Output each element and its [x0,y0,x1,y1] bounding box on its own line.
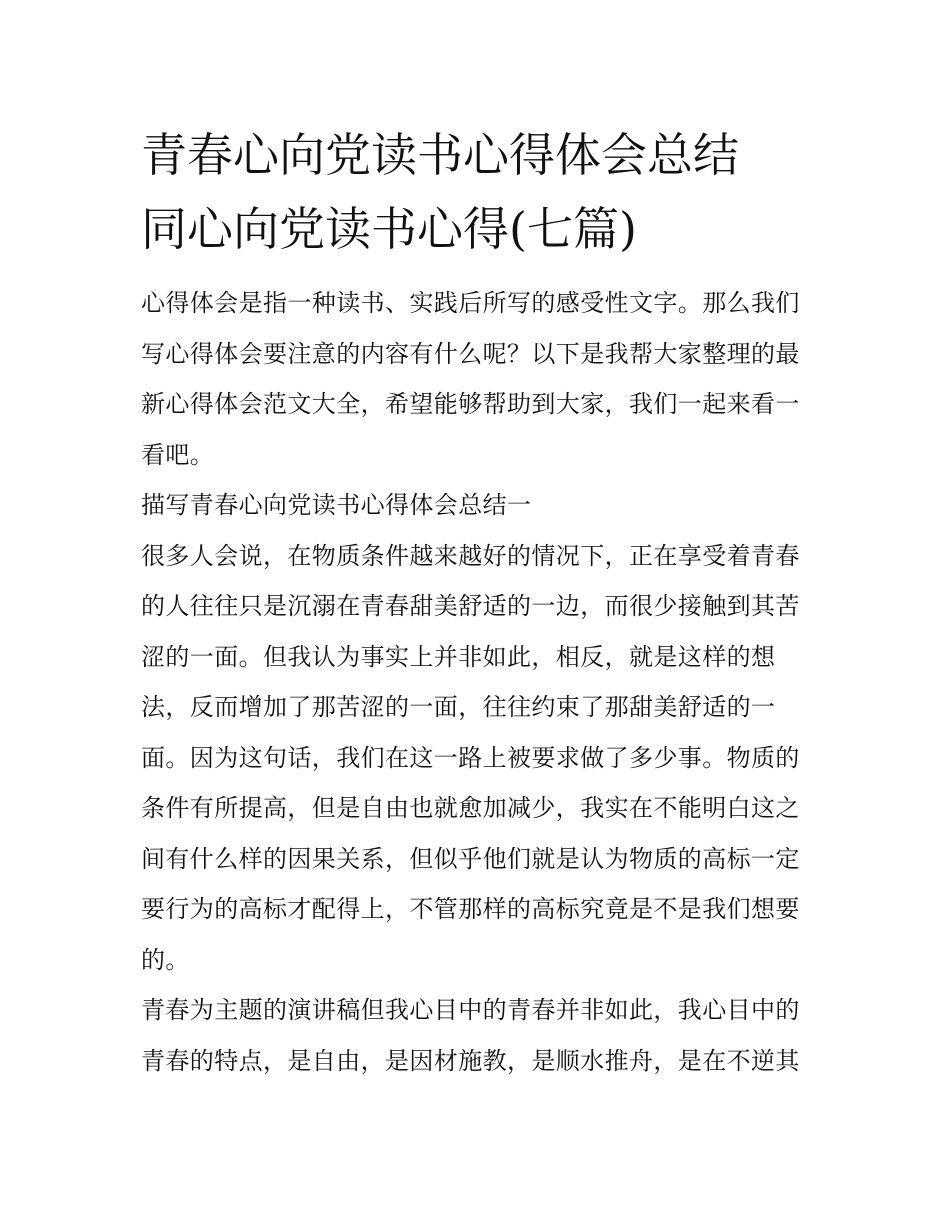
paragraph-1-line-3: 涩的一面。但我认为事实上并非如此，相反，就是这样的想 [141,642,776,671]
paragraph-2-line-1: 青春为主题的演讲稿但我心目中的青春并非如此，我心目中的 [141,996,800,1024]
paragraph-1-line-7: 间有什么样的因果关系，但似乎他们就是认为物质的高标一定 [141,844,800,873]
intro-line-3: 新心得体会范文大全，希望能够帮助到大家，我们一起来看一 [141,390,800,418]
document-body [141,278,821,1086]
intro-line-1: 心得体会是指一种读书、实践后所写的感受性文字。那么我们 [141,289,800,317]
document-title [141,118,821,266]
intro-line-2: 写心得体会要注意的内容有什么呢？以下是我帮大家整理的最 [141,339,800,368]
title-line-1: 青春心向党读书心得体会总结 [141,128,739,182]
paragraph-1-line-8: 要行为的高标才配得上，不管那样的高标究竟是不是我们想要 [141,895,800,923]
paragraph-1-line-6: 条件有所提高，但是自由也就愈加减少，我实在不能明白这之 [141,794,800,822]
paragraph-1-line-9: 的。 [141,945,190,974]
title-line-2: 同心向党读书心得(七篇) [141,202,637,256]
paragraph-1-line-5: 面。因为这句话，我们在这一路上被要求做了多少事。物质的 [141,743,800,772]
paragraph-2-line-2: 青春的特点，是自由，是因材施教，是顺水推舟，是在不逆其 [141,1046,800,1075]
paragraph-1-line-4: 法，反而增加了那苦涩的一面，往往约束了那甜美舒适的一 [141,693,776,721]
intro-line-4: 看吧。 [141,440,215,469]
paragraph-1-line-1: 很多人会说，在物质条件越来越好的情况下，正在享受着青春 [141,541,800,570]
paragraph-1-line-2: 的人往往只是沉溺在青春甜美舒适的一边，而很少接触到其苦 [141,592,800,620]
section-heading-1: 描写青春心向党读书心得体会总结一 [141,491,532,519]
